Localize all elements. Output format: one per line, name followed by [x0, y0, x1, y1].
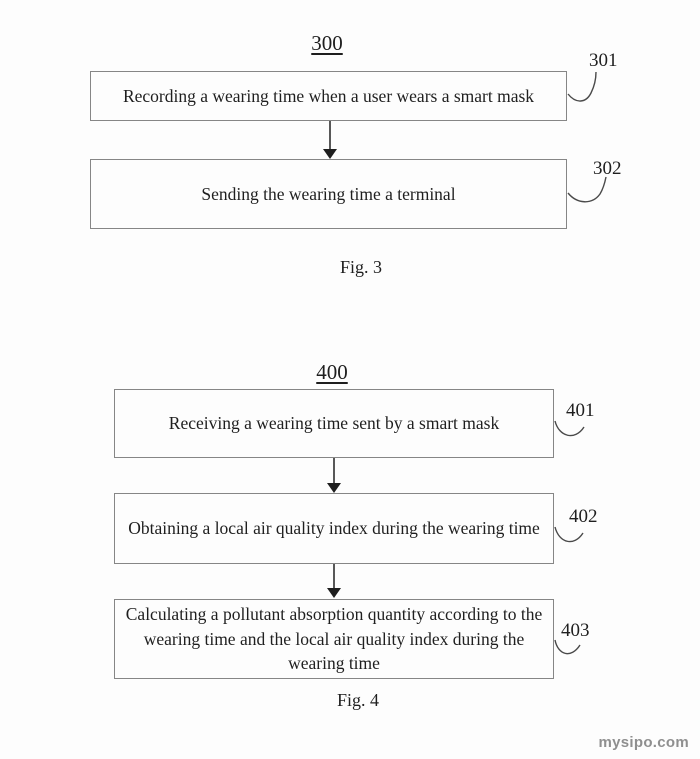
- fig3-step-301-text: Recording a wearing time when a user wears a smart mask: [122, 85, 535, 106]
- flow-arrowhead-301-302: [323, 149, 337, 159]
- leader-curve-301: [568, 72, 596, 101]
- leader-curve-302: [568, 177, 606, 202]
- fig4-caption: Fig. 4: [336, 690, 379, 710]
- fig3-caption: Fig. 3: [339, 257, 382, 277]
- fig3-process-number: 300: [311, 31, 343, 55]
- fig4-step-box-402: [114, 493, 554, 564]
- leader-curve-403: [555, 640, 580, 654]
- fig3-step-box-301: [90, 71, 567, 121]
- reference-numeral-301: 301: [589, 50, 618, 71]
- reference-numeral-302: 302: [593, 158, 622, 179]
- watermark: mysipo.com: [598, 734, 689, 751]
- leader-curve-401: [555, 421, 584, 436]
- fig4-step-box-403: [114, 599, 554, 679]
- flow-arrowhead-402-403: [327, 588, 341, 598]
- fig3-step-302-text: Sending the wearing time a terminal: [201, 183, 456, 204]
- fig4-step-403-text: Calculating a pollutant absorption quantity according to the wearing time and the local air quality index during the wearing time: [125, 603, 543, 674]
- fig4-step-box-401: [114, 389, 554, 458]
- fig4-step-402-text: Obtaining a local air quality index during the wearing time: [128, 518, 540, 539]
- fig4-process-number: 400: [316, 360, 348, 384]
- reference-numeral-403: 403: [561, 620, 590, 641]
- reference-numeral-401: 401: [566, 400, 595, 421]
- leader-curve-402: [555, 527, 583, 542]
- fig3-step-box-302: [90, 159, 567, 229]
- fig4-step-401-text: Receiving a wearing time sent by a smart mask: [168, 413, 500, 434]
- reference-numeral-402: 402: [569, 506, 598, 527]
- flow-arrowhead-401-402: [327, 483, 341, 493]
